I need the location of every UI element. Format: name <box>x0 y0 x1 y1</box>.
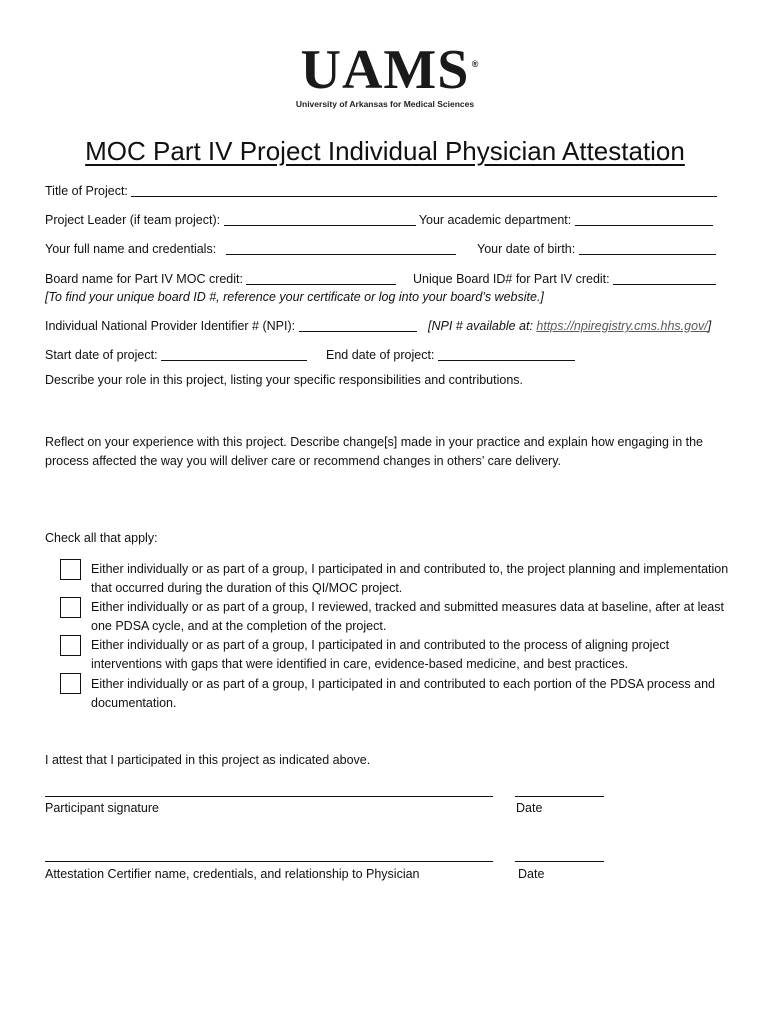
dob-field[interactable] <box>579 242 716 255</box>
logo-text: UAMS <box>300 39 470 101</box>
project-leader-label: Project Leader (if team project): <box>45 213 221 227</box>
department-field[interactable] <box>575 213 713 226</box>
board-id-field[interactable] <box>613 272 716 285</box>
field-row-leader <box>45 213 713 227</box>
checklist-item-pdsa: Either individually or as part of a group, I participated in and contributed to each portion of the PDSA process and documentation. <box>91 677 715 710</box>
attestation-statement: I attest that I participated in this project as indicated above. <box>45 753 371 767</box>
registered-mark: ® <box>471 59 480 69</box>
npi-registry-link[interactable]: https://npiregistry.cms.hhs.gov/ <box>536 319 708 333</box>
participant-signature-line[interactable] <box>45 796 493 797</box>
logo-wordmark <box>300 39 480 101</box>
field-row-end-date <box>326 348 575 362</box>
checkbox-measures[interactable] <box>60 597 81 618</box>
page-title: MOC Part IV Project Individual Physician Attestation <box>85 136 685 166</box>
field-row-board-id <box>413 272 716 286</box>
checklist-heading: Check all that apply: <box>45 531 158 545</box>
checklist-item-measures: Either individually or as part of a group, I reviewed, tracked and submitted measures data at baseline, after at least one PDSA cycle, and at the completion of the project. <box>91 600 724 633</box>
participant-signature-label: Participant signature <box>45 801 159 815</box>
field-row-board-name <box>45 272 396 286</box>
npi-field[interactable] <box>299 319 417 332</box>
project-title-label: Title of Project: <box>45 184 128 198</box>
field-row-name <box>45 242 456 256</box>
field-row-npi <box>45 319 417 333</box>
checklist-item-aligning: Either individually or as part of a group, I participated in and contributed to the process of aligning project interventions with gaps that were identified in care, evidence-based medicine, and best practices. <box>91 638 670 671</box>
project-leader-field[interactable] <box>224 213 416 226</box>
role-prompt: Describe your role in this project, listing your specific responsibilities and contributions. <box>45 373 523 387</box>
field-row-project-title <box>45 184 717 198</box>
certifier-date-line[interactable] <box>515 861 604 862</box>
checkbox-pdsa[interactable] <box>60 673 81 694</box>
logo-subtitle: University of Arkansas for Medical Sciences <box>295 99 475 109</box>
certifier-label: Attestation Certifier name, credentials, and relationship to Physician <box>45 867 420 881</box>
dob-label: Your date of birth: <box>477 242 576 256</box>
npi-hint <box>428 319 711 333</box>
uams-logo <box>0 39 770 109</box>
department-label: Your academic department: <box>418 213 572 227</box>
reflection-prompt: Reflect on your experience with this project. Describe change[s] made in your practice and explain how engaging in the process affected the way you will deliver care or recommend changes in others’ care delivery. <box>45 435 704 468</box>
checklist-item-planning: Either individually or as part of a group, I participated in and contributed to, the project planning and implementation that occurred during the duration of this QI/MOC project. <box>91 562 729 595</box>
board-name-field[interactable] <box>246 272 396 285</box>
certifier-signature-line[interactable] <box>45 861 493 862</box>
full-name-field[interactable] <box>226 242 456 255</box>
certifier-date-label: Date <box>518 867 545 881</box>
checkbox-planning[interactable] <box>60 559 81 580</box>
end-date-field[interactable] <box>438 348 575 361</box>
board-id-hint: [To find your unique board ID #, reference your certificate or log into your board’s website.] <box>45 290 544 304</box>
npi-hint-prefix: [NPI # available at: <box>428 319 537 333</box>
npi-hint-suffix: ] <box>707 319 712 333</box>
field-row-dob <box>477 242 716 256</box>
board-name-label: Board name for Part IV MOC credit: <box>45 272 243 286</box>
project-title-field[interactable] <box>131 184 717 197</box>
end-date-label: End date of project: <box>326 348 435 362</box>
board-id-label: Unique Board ID# for Part IV credit: <box>413 272 610 286</box>
field-row-start-date <box>45 348 307 362</box>
participant-date-label: Date <box>516 801 543 815</box>
checkbox-aligning[interactable] <box>60 635 81 656</box>
start-date-label: Start date of project: <box>45 348 158 362</box>
start-date-field[interactable] <box>161 348 307 361</box>
full-name-label: Your full name and credentials: <box>45 242 217 256</box>
participant-date-line[interactable] <box>515 796 604 797</box>
npi-label: Individual National Provider Identifier # (NPI): <box>45 319 296 333</box>
